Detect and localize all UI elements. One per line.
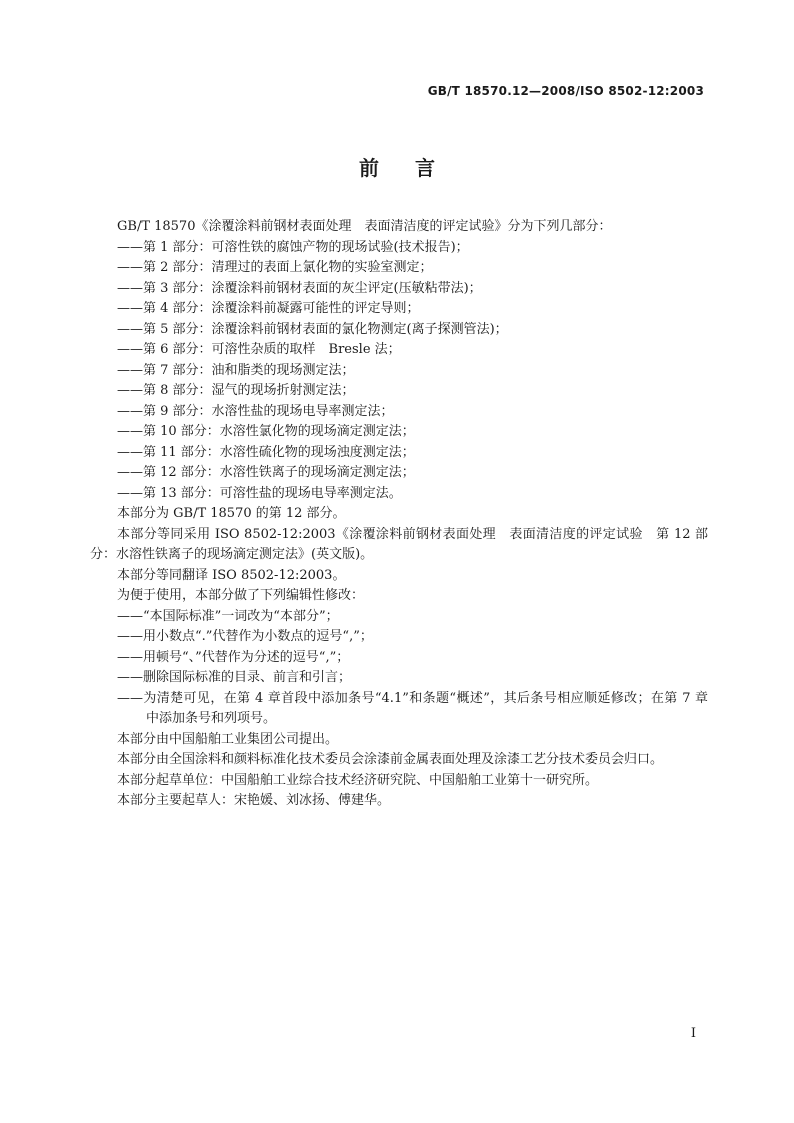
modification-list-item: ——删除国际标准的目录、前言和引言； <box>117 670 352 685</box>
part-list-item: ——第 13 部分：可溶性盐的现场电导率测定法。 <box>117 485 402 501</box>
modification-list-item: ——为清楚可见，在第 4 章首段中添加条号“4.1”和条题“概述”，其后条号相应顺延修改；在第 7 章 <box>117 690 708 706</box>
page-title: 前言 <box>359 156 471 180</box>
modification-list-continuation: 中添加条号和列项号。 <box>146 711 277 726</box>
modification-list-item: ——“本国际标准”一词改为“本部分”； <box>117 608 339 624</box>
paragraph: 为便于使用，本部分做了下列编辑性修改： <box>117 588 365 603</box>
part-list-item: ——第 12 部分：水溶性铁离子的现场滴定测定法； <box>117 465 415 480</box>
paragraph: 本部分由中国船舶工业集团公司提出。 <box>117 731 339 747</box>
paragraph-continuation: 分：水溶性铁离子的现场滴定测定法》(英文版)。 <box>90 547 374 562</box>
paragraph: 本部分等同翻译 ISO 8502-12:2003。 <box>117 567 346 583</box>
part-list-item: ——第 3 部分：涂覆涂料前钢材表面的灰尘评定(压敏粘带法)； <box>117 280 482 296</box>
part-list-item: ——第 6 部分：可溶性杂质的取样 Bresle 法； <box>117 342 401 357</box>
part-list-item: ——第 5 部分：涂覆涂料前钢材表面的氯化物测定(离子探测管法)； <box>117 321 508 337</box>
part-list-item: ——第 8 部分：湿气的现场折射测定法； <box>117 383 355 398</box>
standard-number-header: GB/T 18570.12—2008/ISO 8502-12:2003 <box>427 84 704 98</box>
part-list-item: ——第 4 部分：涂覆涂料前凝露可能性的评定导则； <box>117 301 420 316</box>
paragraph: 本部分由全国涂料和颜料标准化技术委员会涂漆前金属表面处理及涂漆工艺分技术委员会归口。 <box>117 752 664 767</box>
part-list-item: ——第 9 部分：水溶性盐的现场电导率测定法； <box>117 403 394 419</box>
page-number: I <box>690 1026 696 1041</box>
paragraph-line: 本部分等同采用 ISO 8502-12:2003《涂覆涂料前钢材表面处理 表面清洁度的评定试验 第 12 部 <box>117 526 708 542</box>
paragraph: 本部分起草单位：中国船舶工业综合技术经济研究院、中国船舶工业第十一研究所。 <box>117 772 599 788</box>
paragraph: 本部分为 GB/T 18570 的第 12 部分。 <box>117 506 346 521</box>
part-list-item: ——第 2 部分：清理过的表面上氯化物的实验室测定； <box>117 260 433 275</box>
modification-list-item: ——用小数点“.”代替作为小数点的逗号“,”； <box>117 629 373 644</box>
intro-paragraph: GB/T 18570《涂覆涂料前钢材表面处理 表面清洁度的评定试验》分为下列几部分： <box>117 219 612 234</box>
part-list-item: ——第 1 部分：可溶性铁的腐蚀产物的现场试验(技术报告)； <box>117 239 469 255</box>
part-list-item: ——第 7 部分：油和脂类的现场测定法； <box>117 362 355 378</box>
paragraph: 本部分主要起草人：宋艳媛、刘冰扬、傅建华。 <box>117 793 391 808</box>
modification-list-item: ——用顿号“、”代替作为分述的逗号“,”； <box>117 649 350 665</box>
foreword-body <box>90 217 708 812</box>
part-list-item: ——第 11 部分：水溶性硫化物的现场浊度测定法； <box>117 444 415 460</box>
part-list-item: ——第 10 部分：水溶性氯化物的现场滴定测定法； <box>117 424 415 439</box>
